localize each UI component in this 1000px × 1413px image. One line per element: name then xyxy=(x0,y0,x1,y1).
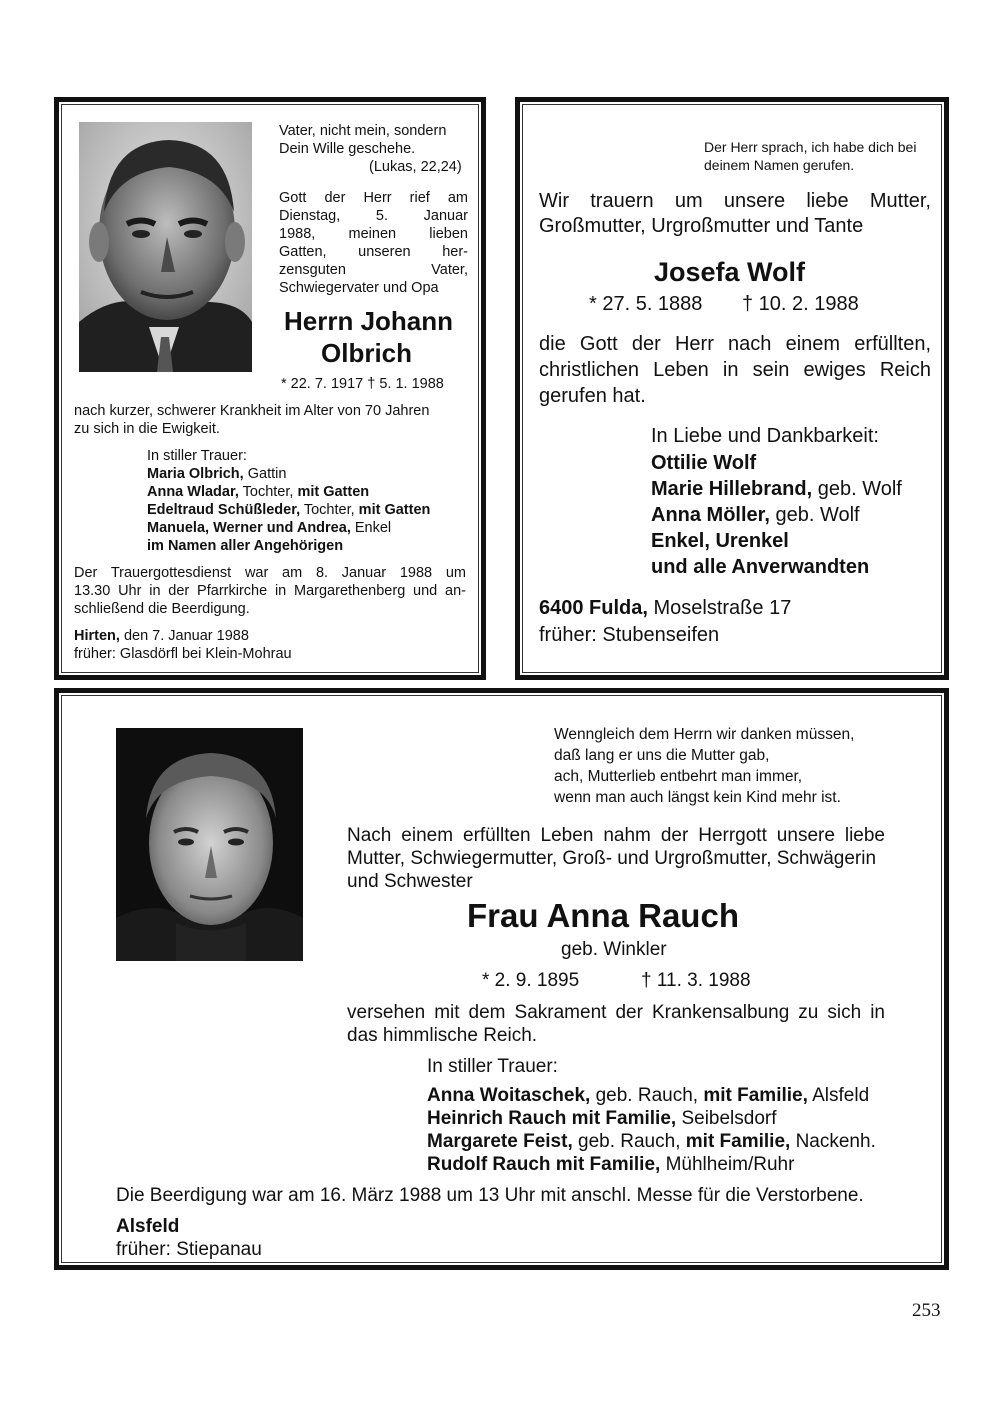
after-line: versehen mit dem Sakrament der Krankensalbung zu sich in xyxy=(347,1002,885,1023)
birth-date: * 2. 9. 1895 xyxy=(482,970,580,991)
mourner-line: Rudolf Rauch mit Familie, Mühlheim/Ruhr xyxy=(427,1154,795,1175)
obituary-josefa-wolf xyxy=(515,97,949,680)
obituary-anna-rauch xyxy=(54,688,949,1270)
service-line: Der Trauergottesdienst war am 8. Januar 1988 um xyxy=(74,565,466,581)
intro-line: Wir trauern um unsere liebe Mutter, xyxy=(539,190,931,212)
poem-line: Wenngleich dem Herrn wir danken müssen, xyxy=(554,726,855,743)
death-date: † 11. 3. 1988 xyxy=(641,970,751,991)
trauer-heading: In stiller Trauer: xyxy=(427,1056,558,1077)
service-line: 13.30 Uhr in der Pfarrkirche in Margarethenberg und an- xyxy=(74,583,466,599)
after-line: zu sich in die Ewigkeit. xyxy=(74,421,220,437)
mourner-line: und alle Anverwandten xyxy=(651,556,870,578)
obituary-johann-olbrich xyxy=(54,97,486,680)
mourner-line: Enkel, Urenkel xyxy=(651,530,789,552)
trauer-heading: In stiller Trauer: xyxy=(147,448,247,464)
deceased-name-last: Olbrich xyxy=(321,338,413,368)
page-number: 253 xyxy=(912,1300,941,1321)
intro-line: Großmutter, Urgroßmutter und Tante xyxy=(539,215,864,237)
former-residence: früher: Glasdörfl bei Klein-Mohrau xyxy=(74,646,292,662)
intro-line: 1988, meinen lieben xyxy=(279,226,468,242)
mourner-line: Heinrich Rauch mit Familie, Seibelsdorf xyxy=(427,1108,777,1129)
epigraph-line: deinem Namen gerufen. xyxy=(704,157,855,173)
mourner-line: Anna Wladar, Tochter, mit Gatten xyxy=(147,484,370,500)
portrait-photo-anna-rauch xyxy=(116,728,303,961)
deceased-name: Frau Anna Rauch xyxy=(467,897,739,934)
deceased-name: Josefa Wolf xyxy=(654,257,806,287)
poem-line: wenn man auch längst kein Kind mehr ist. xyxy=(554,789,841,806)
mourner-line: Marie Hillebrand, geb. Wolf xyxy=(651,478,902,500)
mourner-line: Edeltraud Schüßleder, Tochter, mit Gatten xyxy=(147,502,431,518)
mourner-line: Anna Möller, geb. Wolf xyxy=(651,504,860,526)
deceased-name-first: Herrn Johann xyxy=(284,306,454,336)
life-dates: * 22. 7. 1917 † 5. 1. 1988 xyxy=(281,376,444,392)
poem-line: daß lang er uns die Mutter gab, xyxy=(554,747,770,764)
former-residence: früher: Stubenseifen xyxy=(539,624,720,646)
epigraph-line: Vater, nicht mein, sondern xyxy=(279,123,447,139)
portrait-photo-johann-olbrich xyxy=(79,122,252,372)
intro-line: und Schwester xyxy=(347,871,473,892)
after-line: christlichen Leben in sein ewiges Reich xyxy=(539,359,931,381)
mourner-line: im Namen aller Angehörigen xyxy=(147,538,344,554)
epigraph-reference: (Lukas, 22,24) xyxy=(369,159,462,175)
thanks-heading: In Liebe und Dankbarkeit: xyxy=(651,425,879,447)
former-residence: früher: Stiepanau xyxy=(116,1239,262,1260)
after-line: nach kurzer, schwerer Krankheit im Alter von 70 Jahren xyxy=(74,403,430,419)
after-line: gerufen hat. xyxy=(539,385,646,407)
mourner-line: Maria Olbrich, Gattin xyxy=(147,466,287,482)
place-date: Hirten, den 7. Januar 1988 xyxy=(74,628,249,644)
address: 6400 Fulda, Moselstraße 17 xyxy=(539,597,792,619)
after-line: das himmlische Reich. xyxy=(347,1025,538,1046)
mourner-line: Manuela, Werner und Andrea, Enkel xyxy=(147,520,392,536)
death-date: † 10. 2. 1988 xyxy=(742,293,859,315)
service-line: schließend die Beerdigung. xyxy=(74,601,250,617)
intro-line: Schwiegervater und Opa xyxy=(279,280,439,296)
epigraph-line: Dein Wille geschehe. xyxy=(279,141,416,157)
intro-line: Gott der Herr rief am xyxy=(279,190,468,206)
poem-line: ach, Mutterlieb entbehrt man immer, xyxy=(554,768,803,785)
mourner-line: Ottilie Wolf xyxy=(651,452,757,474)
intro-line: Mutter, Schwiegermutter, Groß- und Urgroßmutter, Schwägerin xyxy=(347,848,877,869)
place: Alsfeld xyxy=(116,1216,180,1237)
mourner-line: Anna Woitaschek, geb. Rauch, mit Familie, Alsfeld xyxy=(427,1085,870,1106)
mourner-line: Margarete Feist, geb. Rauch, mit Familie, Nackenh. xyxy=(427,1131,876,1152)
intro-line: zensguten Vater, xyxy=(279,262,468,278)
intro-line: Dienstag, 5. Januar xyxy=(279,208,468,224)
funeral-info: Die Beerdigung war am 16. März 1988 um 13 Uhr mit anschl. Messe für die Verstorbene. xyxy=(116,1185,864,1206)
intro-line: Gatten, unseren her- xyxy=(279,244,468,260)
epigraph-line: Der Herr sprach, ich habe dich bei xyxy=(704,139,917,155)
maiden-name: geb. Winkler xyxy=(561,939,667,960)
birth-date: * 27. 5. 1888 xyxy=(589,293,703,315)
intro-line: Nach einem erfüllten Leben nahm der Herrgott unsere liebe xyxy=(347,825,885,846)
after-line: die Gott der Herr nach einem erfüllten, xyxy=(539,333,931,355)
